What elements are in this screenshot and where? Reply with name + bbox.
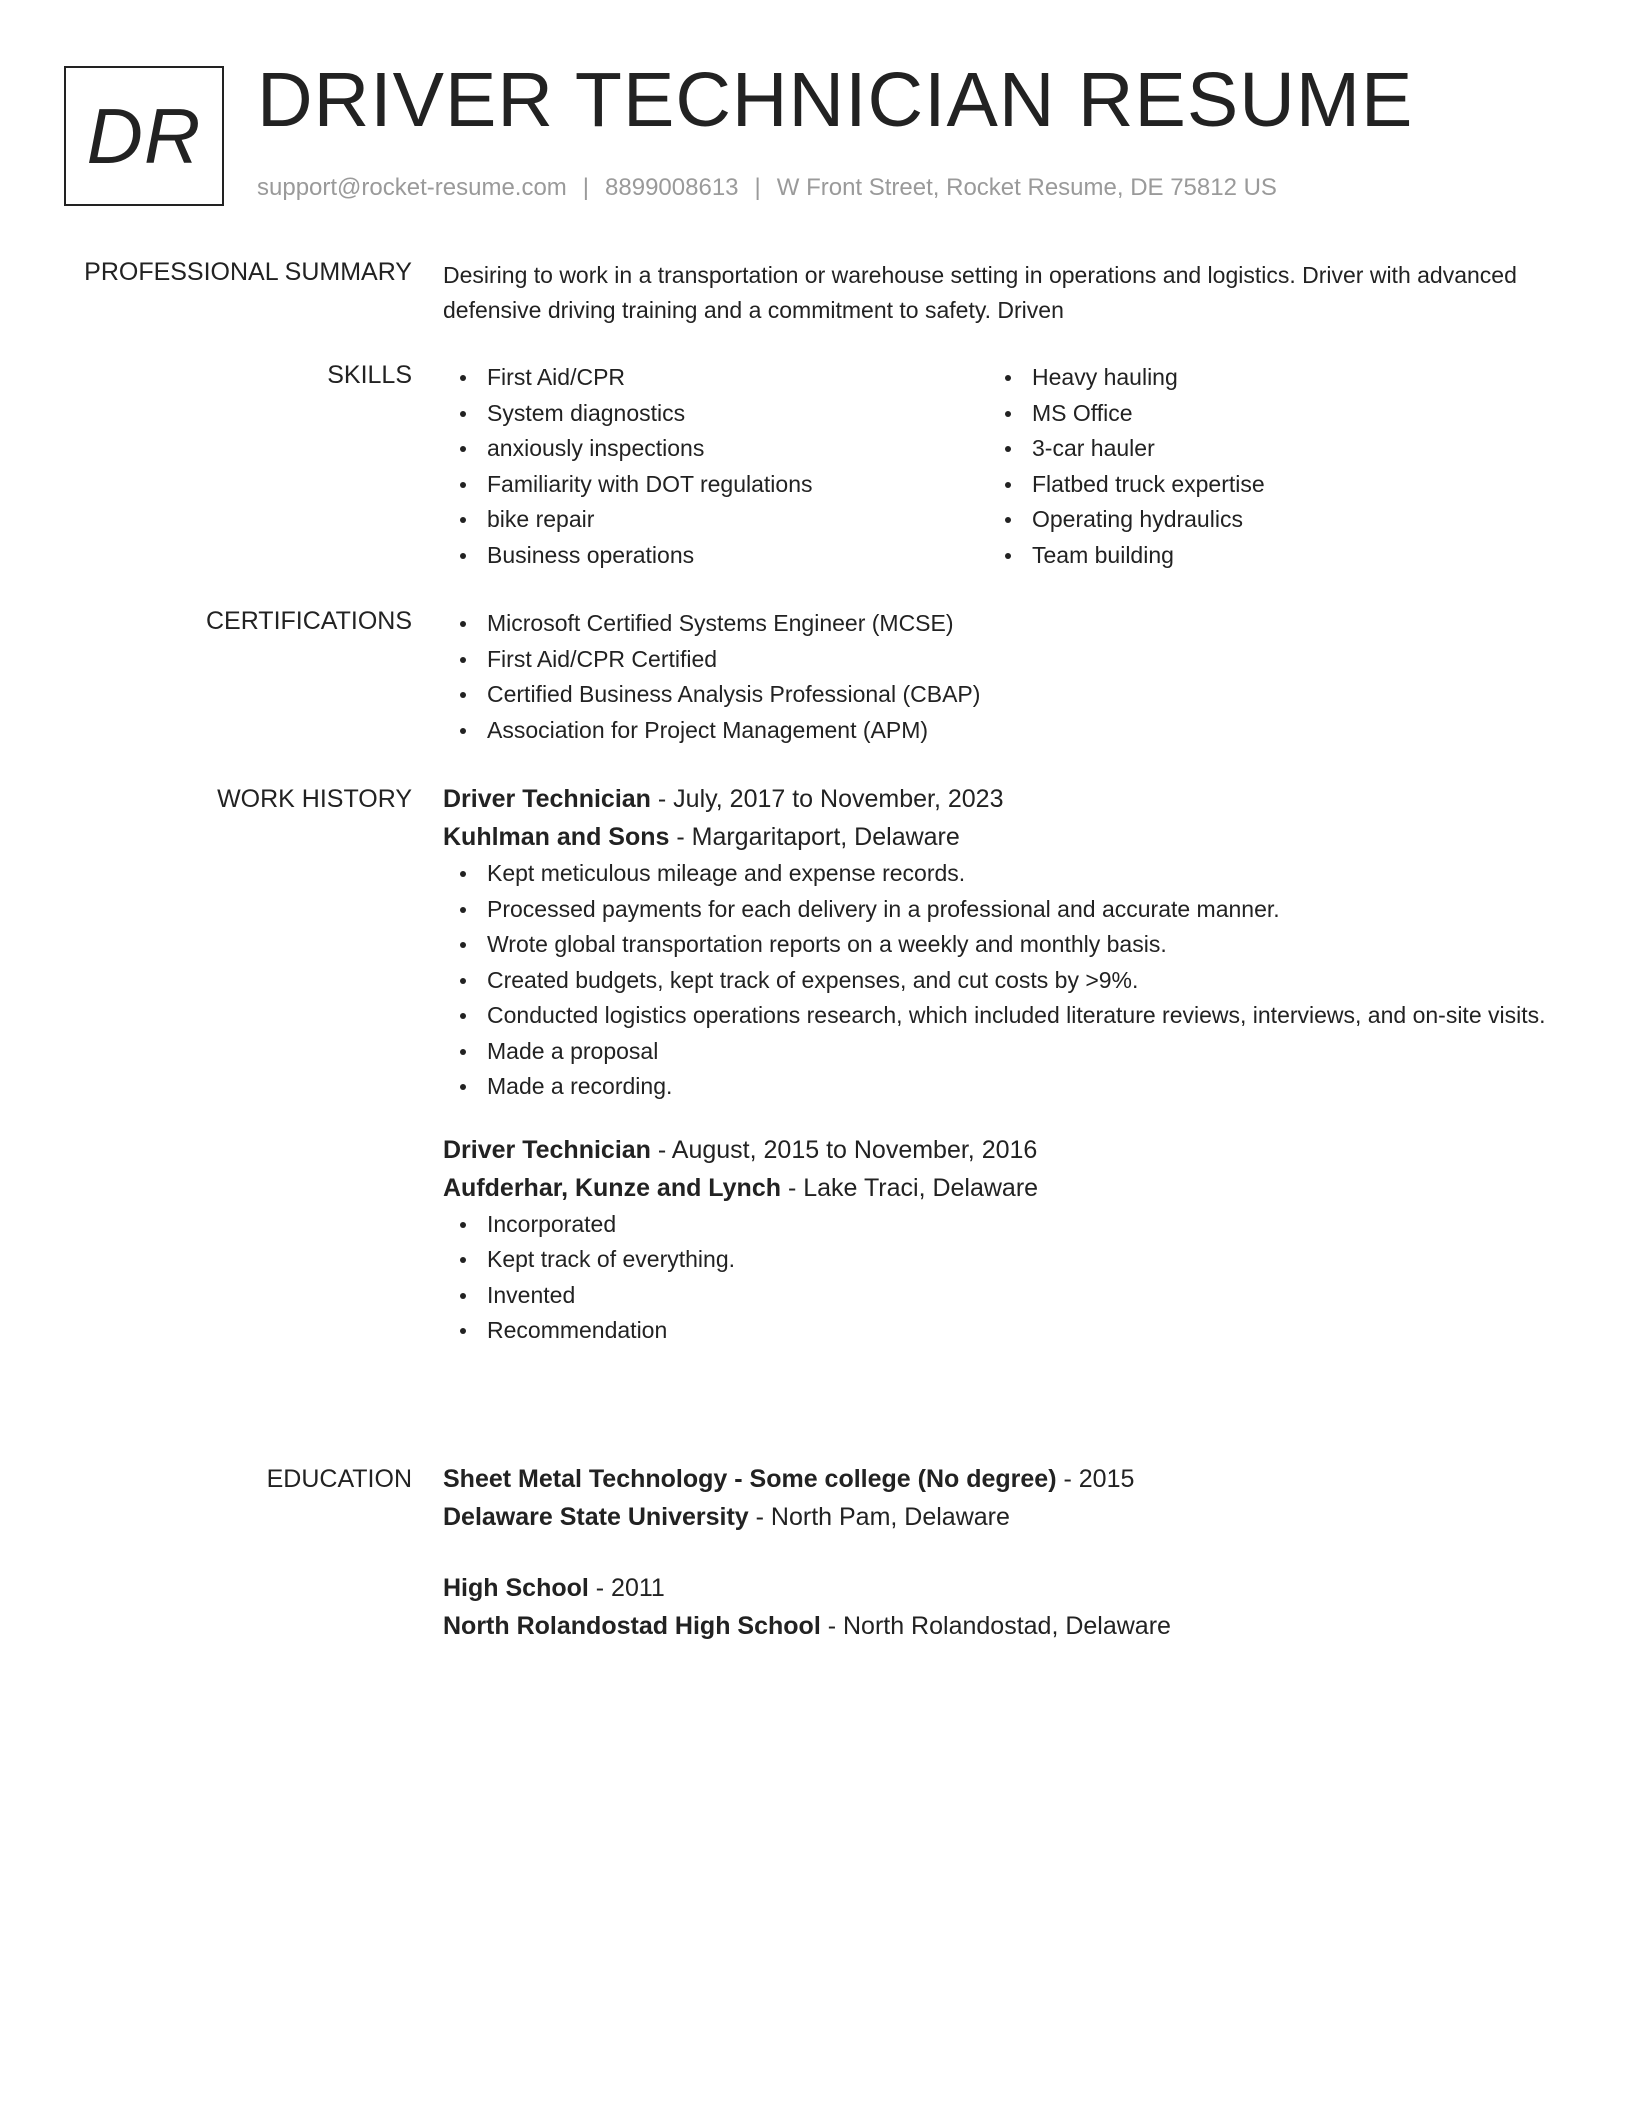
list-item: Recommendation bbox=[443, 1313, 1563, 1349]
education-location: - North Pam, Delaware bbox=[748, 1503, 1010, 1531]
list-item: Processed payments for each delivery in a professional and accurate manner. bbox=[443, 892, 1563, 928]
education-school: Delaware State University bbox=[443, 1503, 749, 1531]
education-body bbox=[443, 1460, 1563, 1645]
section-heading-skills: SKILLS bbox=[327, 361, 412, 389]
summary-body bbox=[443, 258, 1563, 328]
job-entry bbox=[443, 780, 1563, 1105]
section-heading-work-history: WORK HISTORY bbox=[217, 785, 412, 813]
list-item: Heavy hauling bbox=[988, 360, 1533, 396]
list-item: Team building bbox=[988, 538, 1533, 574]
job-title-line bbox=[443, 780, 1563, 818]
job-bullets bbox=[443, 856, 1563, 1105]
section-heading-certifications: CERTIFICATIONS bbox=[205, 607, 412, 635]
list-item: Operating hydraulics bbox=[988, 502, 1533, 538]
job-dates: - August, 2015 to November, 2016 bbox=[650, 1135, 1038, 1164]
education-entry bbox=[443, 1460, 1563, 1536]
job-entry bbox=[443, 1131, 1563, 1349]
education-school-line bbox=[443, 1498, 1563, 1536]
skills-list-left bbox=[443, 360, 988, 573]
list-item: Created budgets, kept track of expenses, and cut costs by >9%. bbox=[443, 963, 1563, 999]
certifications-list bbox=[443, 606, 1563, 748]
monogram-box bbox=[64, 66, 224, 206]
list-item: Made a recording. bbox=[443, 1069, 1563, 1105]
section-heading-education: EDUCATION bbox=[266, 1465, 412, 1493]
list-item: First Aid/CPR bbox=[443, 360, 988, 396]
education-school-line bbox=[443, 1607, 1563, 1645]
list-item: Kept track of everything. bbox=[443, 1242, 1563, 1278]
certifications-body bbox=[443, 606, 1563, 748]
job-title-line bbox=[443, 1131, 1563, 1169]
summary-text: Desiring to work in a transportation or warehouse setting in operations and logistics. Driver with advanced defensive driving training and a commitment to safety. Driven bbox=[443, 262, 1517, 323]
skills-list-right bbox=[988, 360, 1533, 573]
job-title: Driver Technician bbox=[443, 785, 651, 813]
contact-address: W Front Street, Rocket Resume, DE 75812 US bbox=[776, 174, 1277, 201]
list-item: Incorporated bbox=[443, 1207, 1563, 1243]
job-title: Driver Technician bbox=[443, 1135, 651, 1164]
contact-line bbox=[257, 174, 1277, 202]
job-company: Kuhlman and Sons bbox=[443, 823, 670, 851]
job-company: Aufderhar, Kunze and Lynch bbox=[443, 1173, 782, 1202]
list-item: MS Office bbox=[988, 396, 1533, 432]
contact-separator: | bbox=[754, 174, 761, 201]
education-year: - 2011 bbox=[588, 1574, 665, 1602]
list-item: Kept meticulous mileage and expense records. bbox=[443, 856, 1563, 892]
section-heading-summary: PROFESSIONAL SUMMARY bbox=[84, 258, 412, 286]
list-item: System diagnostics bbox=[443, 396, 988, 432]
page-title: DRIVER TECHNICIAN RESUME bbox=[257, 57, 1414, 143]
education-degree: High School bbox=[443, 1574, 589, 1602]
job-location: - Lake Traci, Delaware bbox=[781, 1173, 1039, 1202]
list-item: Flatbed truck expertise bbox=[988, 467, 1533, 503]
skills-body bbox=[443, 360, 1563, 573]
contact-phone: 8899008613 bbox=[605, 174, 739, 201]
list-item: Business operations bbox=[443, 538, 988, 574]
education-entry bbox=[443, 1569, 1563, 1645]
list-item: First Aid/CPR Certified bbox=[443, 642, 1563, 678]
list-item: Conducted logistics operations research, which included literature reviews, interviews, and on-site visits. bbox=[443, 998, 1563, 1034]
contact-email: support@rocket-resume.com bbox=[257, 174, 567, 201]
education-school: North Rolandostad High School bbox=[443, 1612, 821, 1640]
education-degree-line bbox=[443, 1569, 1563, 1607]
list-item: anxiously inspections bbox=[443, 431, 988, 467]
list-item: Certified Business Analysis Professional (CBAP) bbox=[443, 677, 1563, 713]
job-dates: - July, 2017 to November, 2023 bbox=[650, 785, 1004, 813]
education-location: - North Rolandostad, Delaware bbox=[820, 1612, 1171, 1640]
monogram-initials: DR bbox=[86, 91, 202, 180]
work-history-body bbox=[443, 780, 1563, 1349]
list-item: Invented bbox=[443, 1278, 1563, 1314]
list-item: Wrote global transportation reports on a weekly and monthly basis. bbox=[443, 927, 1563, 963]
education-degree-line bbox=[443, 1460, 1563, 1498]
list-item: bike repair bbox=[443, 502, 988, 538]
list-item: Microsoft Certified Systems Engineer (MCSE) bbox=[443, 606, 1563, 642]
job-location: - Margaritaport, Delaware bbox=[669, 823, 960, 851]
job-company-line bbox=[443, 1169, 1563, 1207]
contact-separator: | bbox=[582, 174, 590, 201]
job-company-line bbox=[443, 818, 1563, 856]
job-bullets bbox=[443, 1207, 1563, 1349]
skills-grid bbox=[443, 360, 1563, 573]
list-item: Familiarity with DOT regulations bbox=[443, 467, 988, 503]
list-item: Association for Project Management (APM) bbox=[443, 713, 1563, 749]
education-degree: Sheet Metal Technology - Some college (No degree) bbox=[443, 1465, 1057, 1493]
education-year: - 2015 bbox=[1056, 1465, 1135, 1493]
list-item: Made a proposal bbox=[443, 1034, 1563, 1070]
list-item: 3-car hauler bbox=[988, 431, 1533, 467]
